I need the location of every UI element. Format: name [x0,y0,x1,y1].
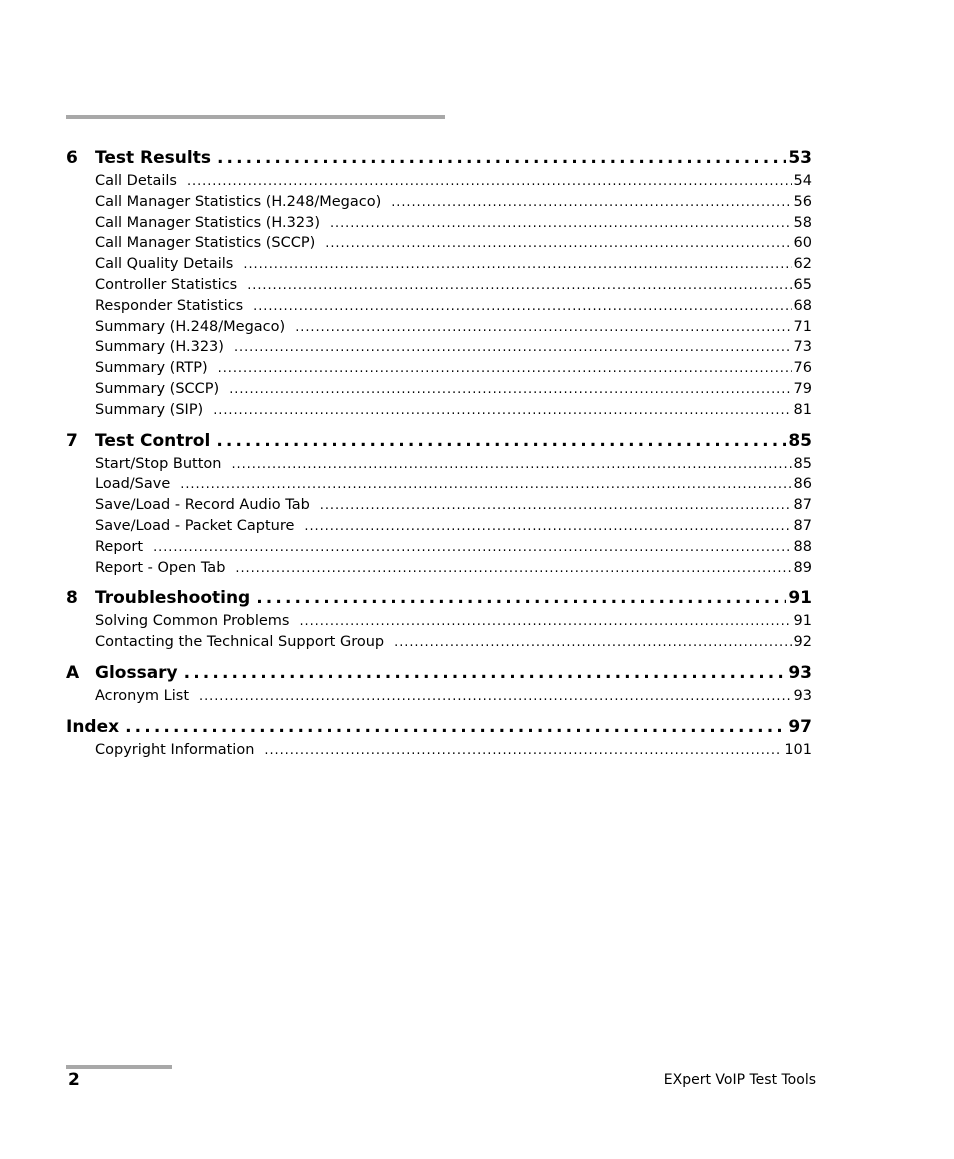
table-of-contents [66,146,812,769]
entry-page-number: 101 [784,741,812,758]
chapter-title: Glossary [95,662,178,683]
chapter-entries [95,454,812,579]
entry-page-number: 58 [793,214,812,231]
entry-page-number: 87 [793,497,812,514]
dot-leader [391,193,791,213]
chapter-entries [95,611,812,653]
chapter-page-number: 91 [788,588,812,609]
toc-chapter [66,586,812,653]
header-rule [66,115,445,119]
entry-title: Summary (H.248/Megaco) [95,318,286,335]
chapter-number: 7 [66,430,78,451]
document-title: EXpert VoIP Test Tools [663,1072,816,1088]
chapter-page-number: 97 [788,716,812,737]
dot-leader [330,214,792,234]
entry-title: Summary (RTP) [95,360,208,377]
entry-title: Call Manager Statistics (H.323) [95,214,320,231]
entry-page-number: 81 [793,401,812,418]
entry-title: Summary (SIP) [95,401,204,418]
dot-leader [295,318,791,338]
dot-leader [304,517,791,537]
chapter-heading[interactable] [66,586,812,611]
dot-leader [231,455,791,475]
toc-entry[interactable] [95,495,812,516]
dot-leader [213,401,791,421]
entry-title: Call Details [95,173,177,189]
entry-title: Call Manager Statistics (SCCP) [95,235,316,252]
entry-title: Responder Statistics [95,297,244,314]
toc-entry[interactable] [95,379,812,400]
toc-entry[interactable] [95,337,812,358]
chapter-title: Test Control [95,430,211,451]
entry-title: Controller Statistics [95,276,238,293]
chapter-entries [95,171,812,421]
page-number: 2 [68,1070,80,1090]
entry-page-number: 92 [793,634,812,651]
toc-entry[interactable] [95,400,812,421]
toc-chapter [66,715,812,761]
entry-page-number: 93 [793,687,812,704]
toc-entry[interactable] [95,454,812,475]
dot-leader [234,338,792,358]
toc-entry[interactable] [95,358,812,379]
dot-leader [184,661,787,686]
toc-entry[interactable] [95,537,812,558]
dot-leader [253,297,791,317]
entry-page-number: 86 [793,476,812,493]
toc-chapter [66,146,812,421]
dot-leader [320,496,792,516]
entry-title: Call Manager Statistics (H.248/Megaco) [95,193,382,210]
entry-page-number: 85 [793,455,812,472]
chapter-page-number: 53 [788,148,812,168]
chapter-heading[interactable] [66,661,812,686]
dot-leader [235,559,791,579]
entry-title: Contacting the Technical Support Group [95,634,385,651]
toc-entry[interactable] [95,254,812,275]
dot-leader [247,276,791,296]
entry-title: Summary (H.323) [95,339,224,356]
chapter-heading[interactable] [66,146,812,171]
chapter-number: 6 [66,148,78,168]
entry-page-number: 89 [793,559,812,576]
entry-page-number: 71 [793,318,812,335]
entry-title: Save/Load - Record Audio Tab [95,497,310,514]
dot-leader [125,715,786,740]
chapter-number: 8 [66,588,78,609]
toc-entry[interactable] [95,213,812,234]
entry-title: Report [95,538,144,555]
toc-entry[interactable] [95,317,812,338]
entry-page-number: 87 [793,517,812,534]
chapter-title: Troubleshooting [95,588,251,609]
dot-leader [264,741,782,761]
dot-leader [394,633,791,653]
toc-entry[interactable] [95,632,812,653]
entry-title: Start/Stop Button [95,455,222,472]
toc-entry[interactable] [95,192,812,213]
entry-page-number: 79 [793,380,812,397]
entry-page-number: 60 [793,235,812,252]
chapter-heading[interactable] [66,429,812,454]
dot-leader [299,612,791,632]
toc-entry[interactable] [95,686,812,707]
entry-title: Solving Common Problems [95,613,290,630]
entry-title: Summary (SCCP) [95,380,220,397]
entry-title: Report - Open Tab [95,559,226,576]
toc-entry[interactable] [95,516,812,537]
toc-entry[interactable] [95,296,812,317]
entry-page-number: 54 [793,173,812,189]
toc-chapter [66,661,812,707]
entry-page-number: 76 [793,360,812,377]
toc-entry[interactable] [95,171,812,192]
chapter-page-number: 93 [788,662,812,683]
toc-chapter [66,429,812,579]
entry-title: Call Quality Details [95,256,234,273]
dot-leader [243,255,791,275]
dot-leader [187,172,792,192]
entry-page-number: 91 [793,613,812,630]
dot-leader [216,429,786,454]
chapter-page-number: 85 [788,430,812,451]
toc-entry[interactable] [95,740,812,761]
entry-page-number: 73 [793,339,812,356]
entry-title: Save/Load - Packet Capture [95,517,295,534]
entry-page-number: 65 [793,276,812,293]
chapter-number: A [66,662,80,683]
dot-leader [217,146,786,171]
dot-leader [199,687,792,707]
entry-page-number: 56 [793,193,812,210]
entry-title: Load/Save [95,476,171,493]
toc-entry[interactable] [95,233,812,254]
chapter-title: Test Results [95,148,211,168]
chapter-entries [95,686,812,707]
toc-entry[interactable] [95,611,812,632]
toc-entry[interactable] [95,558,812,579]
entry-page-number: 62 [793,256,812,273]
dot-leader [218,359,792,379]
entry-title: Acronym List [95,687,190,704]
toc-entry[interactable] [95,275,812,296]
chapter-entries [95,740,812,761]
dot-leader [180,475,791,495]
dot-leader [229,380,791,400]
chapter-title: Index [66,716,120,737]
dot-leader [153,538,791,558]
toc-entry[interactable] [95,474,812,495]
dot-leader [325,234,791,254]
dot-leader [256,586,786,611]
chapter-heading[interactable] [66,715,812,740]
entry-page-number: 68 [793,297,812,314]
entry-page-number: 88 [793,538,812,555]
entry-title: Copyright Information [95,741,255,758]
footer-rule [66,1065,172,1069]
